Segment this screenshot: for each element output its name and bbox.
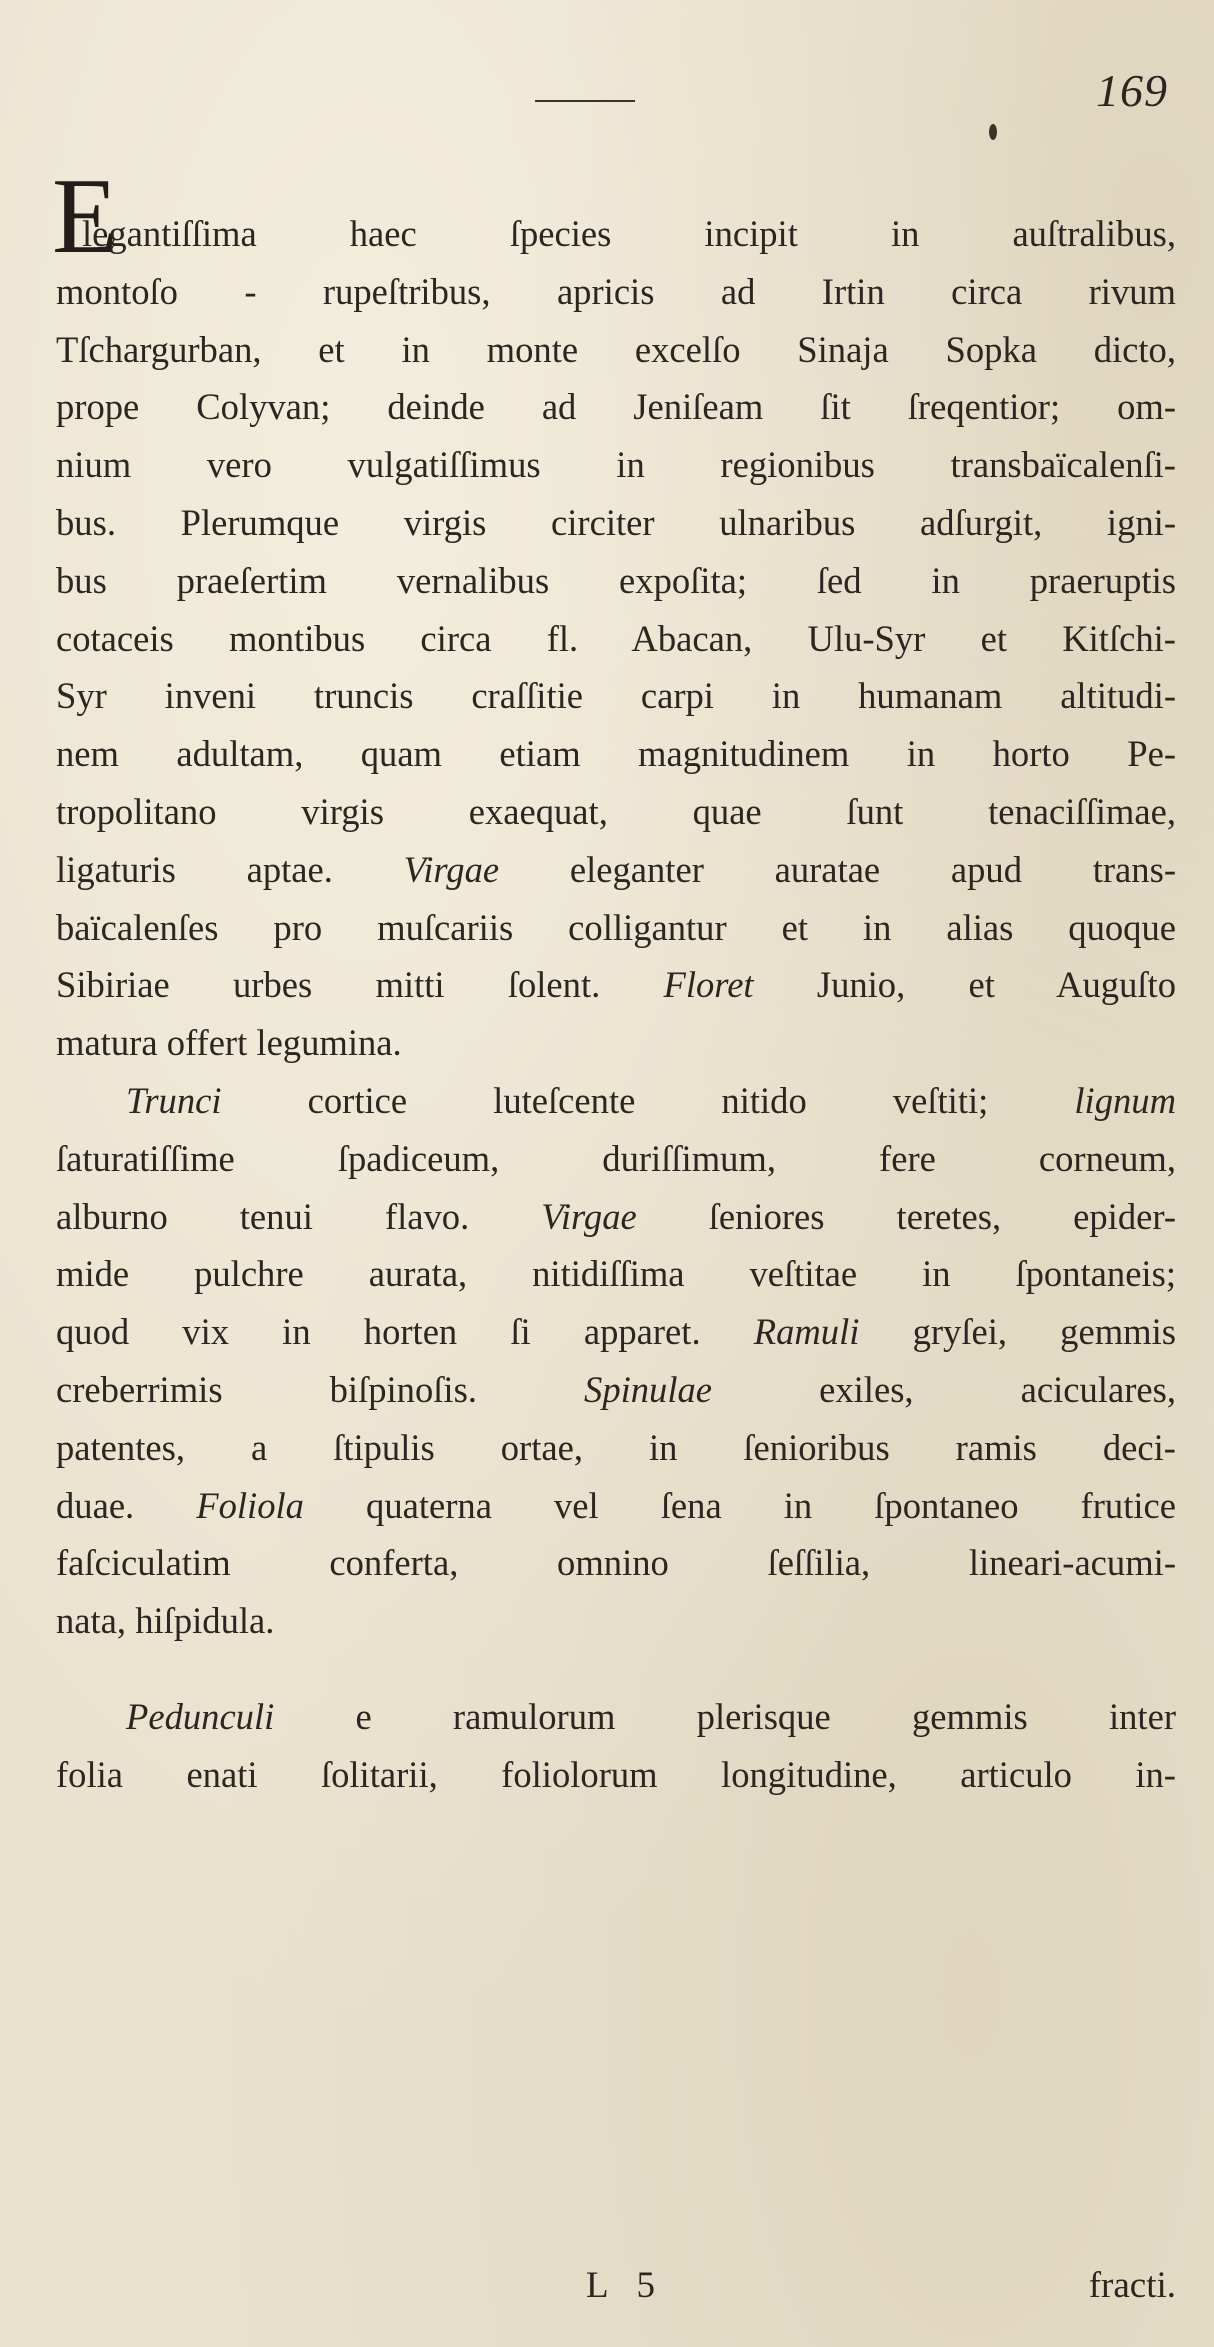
page-number: 169: [1096, 65, 1168, 116]
text-line: duae. Foliola quaterna vel ſena in ſpontaneo frutice: [56, 1484, 1177, 1526]
italic-term: Foliola: [196, 1484, 304, 1526]
italic-term: lignum: [1074, 1079, 1176, 1121]
italic-term: Virgae: [541, 1195, 637, 1237]
signature-mark: L 5: [586, 2265, 665, 2306]
text-line: prope Colyvan; deinde ad Jeniſeam ſit ſreqentior; om-: [56, 386, 1176, 428]
text-line: cotaceis montibus circa fl. Abacan, Ulu-Syr et Kitſchi-: [56, 617, 1176, 659]
text-line: faſciculatim conferta, omnino ſeſſilia, lineari-acumi-: [56, 1542, 1176, 1584]
text-line: patentes, a ſtipulis ortae, in ſenioribus ramis deci-: [56, 1426, 1176, 1468]
text-line: ligaturis aptae. Virgae eleganter auratae apud trans-: [56, 848, 1176, 890]
text-line: baïcalenſes pro muſcariis colligantur et in alias quoque: [56, 906, 1176, 948]
italic-term: Pedunculi: [126, 1695, 275, 1737]
italic-term: Floret: [663, 964, 754, 1006]
italic-term: Virgae: [403, 848, 500, 890]
text-line: legantiſſima haec ſpecies incipit in auſtralibus,: [82, 213, 1176, 254]
text-line: Pedunculi e ramulorum plerisque gemmis inter: [126, 1695, 1176, 1737]
text-line: matura offert legumina.: [56, 1022, 402, 1064]
catchword: fracti.: [1088, 2265, 1176, 2306]
italic-term: Trunci: [126, 1079, 222, 1121]
body-text: [56, 205, 1176, 1804]
text-line: folia enati ſolitarii, foliolorum longitudine, articulo in-: [56, 1753, 1176, 1795]
text-line: Tſchargurban, et in monte excelſo Sinaja Sopka dicto,: [56, 328, 1176, 370]
text-line: tropolitano virgis exaequat, quae ſunt tenaciſſimae,: [56, 790, 1176, 832]
text-line: nata, hiſpidula.: [56, 1600, 275, 1642]
text-line: montoſo - rupeſtribus, apricis ad Irtin circa rivum: [56, 270, 1176, 312]
text-line: Sibiriae urbes mitti ſolent. Floret Junio, et Auguſto: [56, 964, 1176, 1006]
text-line: Trunci cortice luteſcente nitido veſtiti; lignum: [126, 1079, 1176, 1121]
header-rule: [535, 100, 635, 102]
italic-term: Spinulae: [584, 1368, 713, 1410]
text-line: nium vero vulgatiſſimus in regionibus transbaïcalenſi-: [56, 444, 1176, 486]
text-line: creberrimis biſpinoſis. Spinulae exiles, aciculares,: [56, 1368, 1176, 1410]
italic-term: Ramuli: [753, 1311, 860, 1353]
text-line: Syr inveni truncis craſſitie carpi in humanam altitudi-: [56, 675, 1176, 717]
drop-initial: E: [52, 157, 118, 276]
text-line: nem adultam, quam etiam magnitudinem in horto Pe-: [56, 733, 1176, 775]
text-line: quod vix in horten ſi apparet. Ramuli gryſei, gemmis: [56, 1311, 1176, 1353]
ink-spot: [989, 124, 997, 140]
text-line: ſaturatiſſime ſpadiceum, duriſſimum, fere corneum,: [56, 1137, 1176, 1179]
page-footer: [56, 2264, 1176, 2324]
paragraph-gap: [56, 1650, 1176, 1688]
text-line: bus. Plerumque virgis circiter ulnaribus adſurgit, igni-: [56, 501, 1176, 543]
text-line: bus praeſertim vernalibus expoſita; ſed in praeruptis: [56, 559, 1176, 601]
text-line: mide pulchre aurata, nitidiſſima veſtitae in ſpontaneis;: [56, 1253, 1176, 1295]
text-line: alburno tenui flavo. Virgae ſeniores teretes, epider-: [56, 1195, 1176, 1237]
